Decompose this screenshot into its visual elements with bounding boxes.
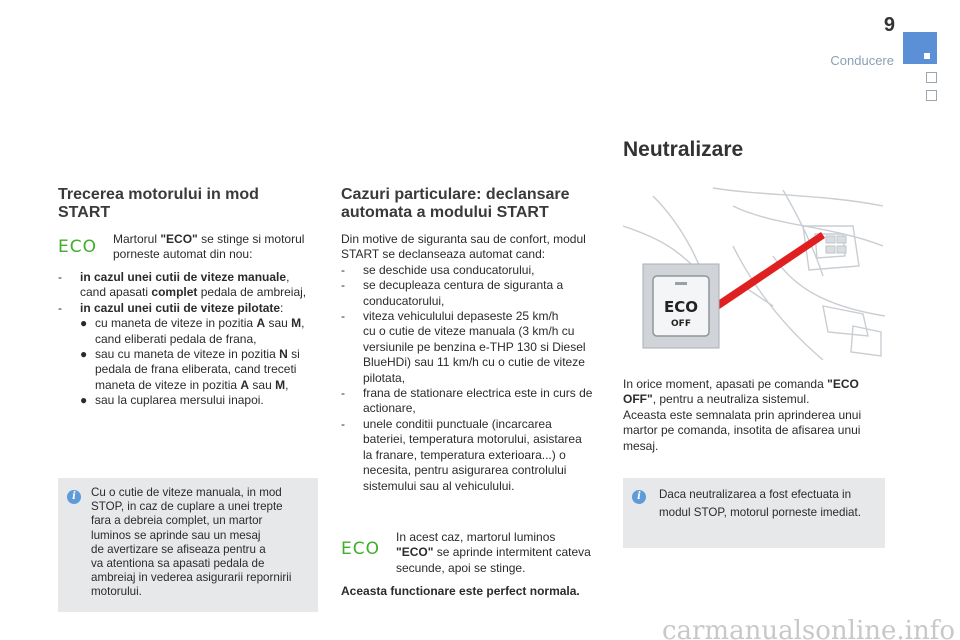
page-number: 9 — [883, 14, 895, 36]
section-tab — [926, 90, 937, 101]
section-title: Conducere — [830, 53, 894, 68]
info-icon: i — [67, 490, 81, 504]
svg-text:ECO: ECO — [663, 298, 699, 316]
list-item: - in cazul unei cutii de viteze manuale, — [58, 270, 290, 284]
bullet-item-cont: cand eliberati pedala de frana, — [95, 331, 257, 346]
eco-off-button-illustration — [623, 186, 885, 360]
special-blink-text: In acest caz, martorul luminos "ECO" se aprinde intermitent cateva secunde, apoi se stinge. — [396, 530, 591, 575]
info-text: Cu o cutie de viteze manuala, in mod STOP, in caz de cuplare a unei trepte fara a debreia complet, un martor luminos se aprinde sau un mesaj de avertizare se afiseaza pentru a va atentiona sa apasati pedala de ambreiaj in vederea asigurarii repornirii motorului. — [91, 486, 292, 599]
info-box-neutral — [623, 478, 885, 548]
bullet-item: ● cu maneta de viteze in pozitia A sau M, — [80, 316, 305, 331]
svg-text:ECO: ECO — [58, 238, 97, 254]
eco-indicator-icon — [341, 540, 387, 556]
eco-indicator-icon — [58, 238, 104, 254]
special-list: Din motive de siguranta sau de confort, modul START se declanseaza automat cand: - se deschide usa conducatorului, - se decupleaza centura de siguranta a conducatorului, - viteza vehiculului depaseste 25 km/h cu o cutie de viteze manuala (3 km/h cu versiunile pe benzina e-THP 130 si Diesel BlueHDi) sau 11 km/h cu o cutie de viteze pilotata, - frana de stationare electrica este in curs de actionare, - unele conditii punctuale (incarcarea bateriei, temperatura motorului, asistarea la franare, temperatura exterioara...) o necesita, pentru asigurarea controlului sistemului sau al vehiculului. — [341, 232, 611, 494]
svg-text:ECO: ECO — [341, 540, 380, 556]
info-icon: i — [632, 490, 646, 504]
list-item: - frana de stationare electrica este in curs de — [341, 386, 593, 401]
bullet-item: ● sau cu maneta de viteze in pozitia N si — [80, 347, 300, 362]
bullet-item: ● sau la cuplarea mersului inapoi. — [80, 393, 264, 408]
list-item: - viteza vehiculului depaseste 25 km/h — [341, 309, 559, 324]
list-item: - se decupleaza centura de siguranta a — [341, 278, 564, 293]
section-tab-active — [903, 32, 937, 64]
restart-title: Trecerea motorului in mod START — [58, 186, 259, 221]
list-item-cont: cand apasati complet pedala de ambreiaj, — [80, 285, 307, 300]
list-item: - se deschide usa conducatorului, — [341, 262, 535, 277]
special-normal-note: Aceasta functionare este perfect normala. — [341, 584, 580, 598]
bullet-item-cont: maneta de viteze in pozitia A sau M, — [95, 377, 289, 392]
special-title: Cazuri particulare: declansare automata a modului START — [341, 186, 570, 221]
neutral-title: Neutralizare — [623, 138, 744, 161]
watermark: carmanualsonline.info — [661, 616, 955, 640]
restart-list — [58, 270, 328, 409]
info-text: Daca neutralizarea a fost efectuata in modul STOP, motorul porneste imediat. — [659, 488, 861, 519]
bullet-item-cont: pedala de frana eliberata, cand treceti — [95, 362, 297, 377]
info-box-manual — [58, 478, 318, 612]
neutral-text: In orice moment, apasati pe comanda "ECO OFF", pentru a neutraliza sistemul. Aceasta este semnalata prin aprinderea unui martor pe comanda, insotita de afisarea unui mesaj. — [623, 377, 862, 453]
list-item: - unele conditii punctuale (incarcarea — [341, 416, 552, 431]
list-item: - in cazul unei cutii de viteze pilotate: — [58, 300, 284, 315]
restart-indicator-text: Martorul "ECO" se stinge si motorul porneste automat din nou: — [113, 232, 305, 262]
svg-text:OFF: OFF — [671, 319, 691, 329]
section-tab — [926, 72, 937, 83]
